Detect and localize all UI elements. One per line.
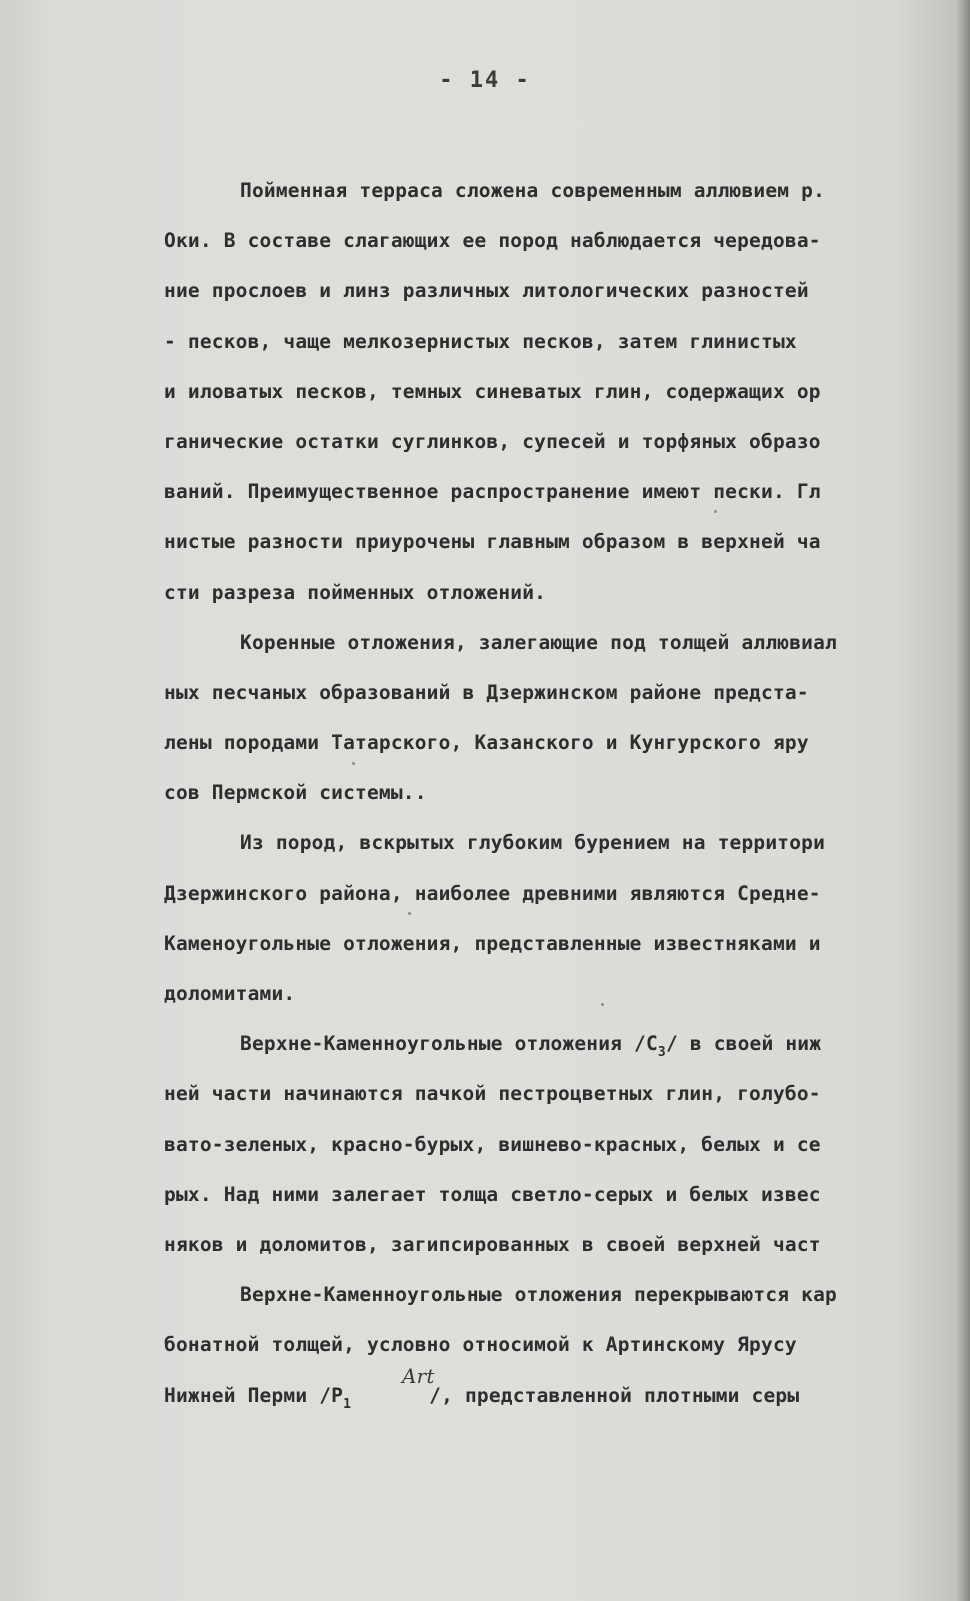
text-line: и иловатых песков, темных синеватых глин, содержащих ор bbox=[164, 379, 821, 403]
subscript-c: 3 bbox=[657, 1045, 666, 1061]
text-line: вато-зеленых, красно-бурых, вишнево-красных, белых и се bbox=[164, 1132, 821, 1156]
text-line: ных песчаных образований в Дзержинском районе предста- bbox=[164, 680, 809, 704]
scan-speck bbox=[601, 1003, 604, 1006]
text-line: Пойменная терраса сложена современным аллювием р. bbox=[240, 179, 826, 202]
text-line: ние прослоев и линз различных литологических разностей bbox=[164, 279, 809, 303]
page-number: - 14 - bbox=[439, 68, 531, 93]
text-line: Верхне-Каменноугольные отложения $/С_3/$ в своей ниж bbox=[240, 1032, 822, 1061]
text-line: ганические остатки суглинков, супесей и торфяных образо bbox=[164, 429, 821, 453]
scan-speck bbox=[408, 912, 411, 915]
handwritten-annotation: Art bbox=[402, 1363, 435, 1388]
text-line: ваний. Преимущественное распространение имеют пески. Гл bbox=[164, 480, 821, 504]
formula-suffix: /, представленной плотными серы bbox=[429, 1383, 800, 1407]
text-line: Из пород, вскрытых глубоким бурением на территори bbox=[240, 831, 826, 855]
text-line: сов Пермской системы.. bbox=[164, 781, 427, 805]
text-line: лены породами Татарского, Казанского и Кунгурского яру bbox=[164, 731, 809, 755]
scan-speck bbox=[714, 510, 717, 513]
text-line: ней части начинаются пачкой пестроцветных глин, голубо- bbox=[164, 1082, 821, 1106]
scan-speck bbox=[352, 762, 355, 765]
text-line: рых. Над ними залегает толща светло-серых и белых извес bbox=[164, 1182, 821, 1206]
text-line: Верхне-Каменноугольные отложения перекрываются кар bbox=[240, 1283, 837, 1307]
text-line: Оки. В составе слагающих ее пород наблюдается чередова- bbox=[164, 229, 821, 253]
text-line: бонатной толщей, условно относимой к Артинскому Ярусу bbox=[164, 1333, 797, 1357]
subscript-p: 1 bbox=[343, 1396, 352, 1412]
text-line: нистые разности приурочены главным образом в верхней ча bbox=[164, 530, 821, 554]
text-line-formula bbox=[164, 1363, 964, 1421]
text-line: Коренные отложения, залегающие под толщей аллювиал bbox=[240, 630, 837, 654]
text-line: Каменоугольные отложения, представленные известняками и bbox=[164, 931, 821, 955]
text-line: няков и доломитов, загипсированных в своей верхней част bbox=[164, 1232, 821, 1256]
text-line: доломитами. bbox=[164, 982, 296, 1005]
text-line: - песков, чаще мелкозернистых песков, затем глинистых bbox=[164, 329, 797, 353]
body-text bbox=[164, 166, 964, 1421]
text-line: Дзержинского района, наиболее древними являются Средне- bbox=[164, 881, 821, 905]
text-line: сти разреза пойменных отложений. bbox=[164, 580, 547, 604]
formula-prefix: Нижней Перми /Р bbox=[164, 1383, 344, 1407]
